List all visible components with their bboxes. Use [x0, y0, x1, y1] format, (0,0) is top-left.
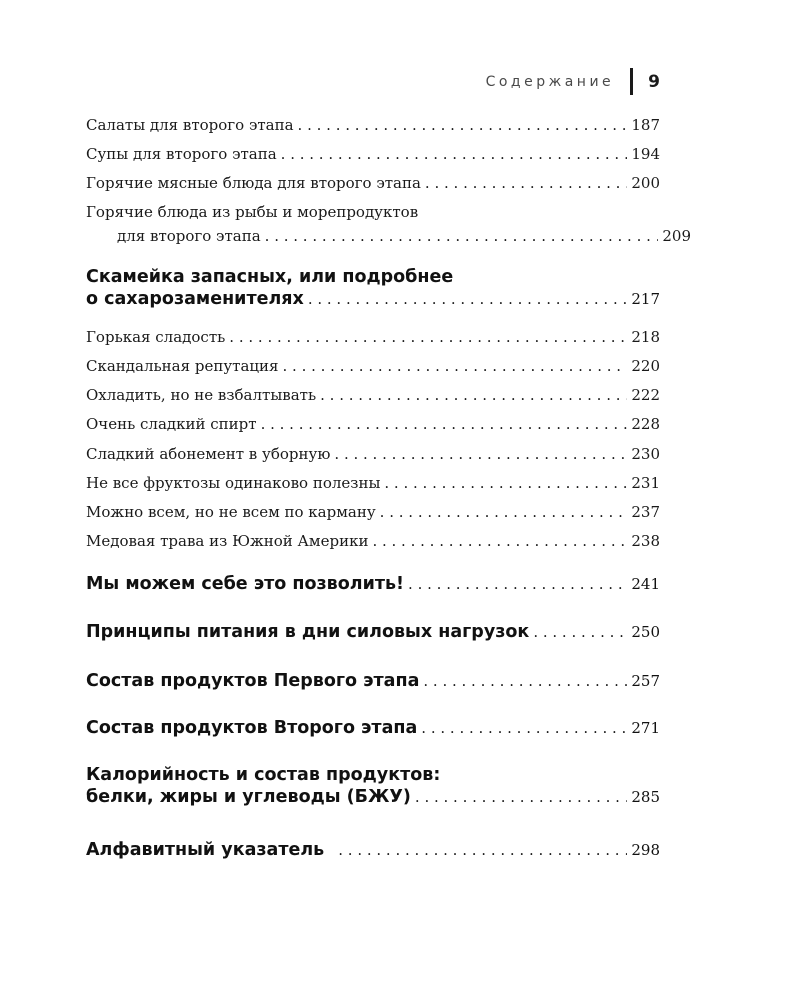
toc-entry-title-line2: для второго этапа [117, 227, 261, 245]
toc-entry-page: 220 [631, 357, 660, 375]
toc-entry-chapter[interactable] [86, 574, 660, 594]
running-head-divider [630, 68, 633, 95]
dot-leader [261, 415, 628, 433]
toc-entry[interactable] [86, 503, 660, 521]
toc-entry-chapter[interactable] [86, 718, 660, 738]
toc-entry-title: Принципы питания в дни силовых нагрузок [86, 622, 530, 642]
toc-entry-page: 194 [631, 145, 660, 163]
dot-leader [298, 116, 628, 134]
toc-entry-page: 237 [631, 503, 660, 521]
toc-entry[interactable] [86, 415, 660, 433]
toc-entry-title: Супы для второго этапа [86, 145, 277, 163]
toc-entry-title-line1: Горячие блюда из рыбы и морепродуктов [86, 203, 419, 221]
toc-entry-title-line2: о сахарозаменителях [86, 289, 304, 309]
running-head-section: Содержание [485, 73, 615, 90]
dot-leader [380, 503, 628, 521]
toc-entry-chapter[interactable] [86, 840, 660, 860]
toc-entry-page: 271 [631, 719, 660, 737]
toc-entry-chapter[interactable] [86, 671, 660, 691]
dot-leader [415, 788, 627, 806]
dot-leader [283, 357, 628, 375]
toc-entry-title: Горячие мясные блюда для второго этапа [86, 174, 421, 192]
toc-entry-page: 209 [662, 227, 691, 245]
dot-leader [421, 719, 627, 737]
toc-entry[interactable] [86, 145, 660, 163]
dot-leader [338, 841, 627, 859]
dot-leader [334, 445, 627, 463]
toc-entry-title: Состав продуктов Первого этапа [86, 671, 420, 691]
toc-entry-title: Медовая трава из Южной Америки [86, 532, 369, 550]
toc-entry-chapter[interactable] [86, 622, 660, 642]
toc-entry-page: 298 [631, 841, 660, 859]
toc-entry-page: 187 [631, 116, 660, 134]
toc-entry[interactable] [86, 386, 660, 404]
dot-leader [372, 532, 627, 550]
toc-entry-title: Салаты для второго этапа [86, 116, 294, 134]
toc-entry-title: Горькая сладость [86, 328, 226, 346]
dot-leader [384, 474, 627, 492]
toc-entry-page: 228 [631, 415, 660, 433]
running-head [486, 68, 660, 95]
toc-entry[interactable] [86, 203, 691, 245]
toc-entry-title: Состав продуктов Второго этапа [86, 718, 418, 738]
toc-entry-title: Можно всем, но не всем по карману [86, 503, 376, 521]
toc-entry[interactable] [86, 445, 660, 463]
toc-entry-page: 217 [631, 290, 660, 308]
toc-entry[interactable] [86, 116, 660, 134]
toc-entry-title: Не все фруктозы одинаково полезны [86, 474, 381, 492]
toc-entry-page: 241 [631, 575, 660, 593]
toc-entry-title: Алфавитный указатель [86, 840, 325, 860]
dot-leader [229, 328, 627, 346]
toc-entry-title: Охладить, но не взбалтывать [86, 386, 317, 404]
toc-entry[interactable] [86, 328, 660, 346]
running-head-page-number: 9 [648, 71, 660, 92]
toc-entry-title-line1: Калорийность и состав продуктов: [86, 765, 441, 785]
toc-entry-page: 250 [631, 623, 660, 641]
toc-entry-title-line1: Скамейка запасных, или подробнее [86, 267, 454, 287]
dot-leader [320, 386, 627, 404]
toc-entry-title: Сладкий абонемент в уборную [86, 445, 331, 463]
toc-entry-page: 257 [631, 672, 660, 690]
dot-leader [281, 145, 628, 163]
toc-entry-title: Мы можем себе это позволить! [86, 574, 405, 594]
toc-entry-chapter[interactable] [86, 267, 660, 309]
toc-entry-page: 200 [631, 174, 660, 192]
toc-entry[interactable] [86, 532, 660, 550]
toc-entry[interactable] [86, 174, 660, 192]
dot-leader [265, 227, 659, 245]
toc-entry-title: Скандальная репутация [86, 357, 279, 375]
toc-entry-page: 285 [631, 788, 660, 806]
toc-entry-page: 238 [631, 532, 660, 550]
toc-entry-title-line2: белки, жиры и углеводы (БЖУ) [86, 787, 411, 807]
toc-entry-page: 230 [631, 445, 660, 463]
toc-entry-page: 222 [631, 386, 660, 404]
toc-entry-chapter[interactable] [86, 765, 660, 807]
toc-entry[interactable] [86, 474, 660, 492]
toc-entry-page: 218 [631, 328, 660, 346]
dot-leader [425, 174, 627, 192]
dot-leader [533, 623, 627, 641]
dot-leader [423, 672, 627, 690]
toc-entry-page: 231 [631, 474, 660, 492]
dot-leader [408, 575, 627, 593]
dot-leader [308, 290, 628, 308]
toc-entry-title: Очень сладкий спирт [86, 415, 257, 433]
toc-entry[interactable] [86, 357, 660, 375]
